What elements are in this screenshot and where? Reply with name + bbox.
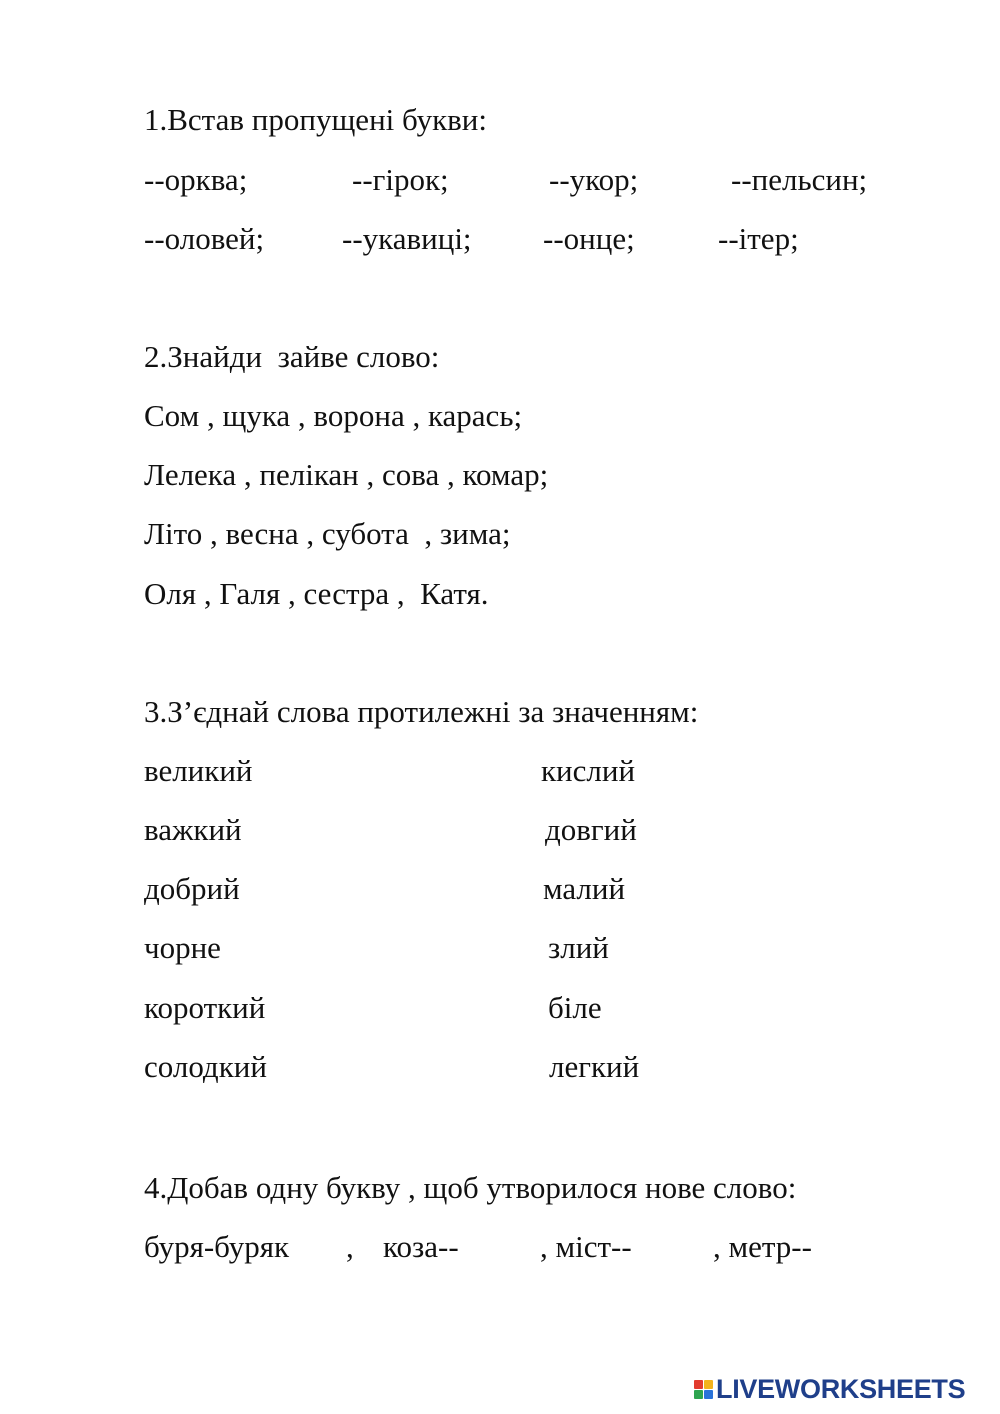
exercise-2-line: Оля , Галя , сестра , Катя. [144,576,489,611]
exercise-3-right-word: біле [548,990,602,1025]
logo-square [694,1380,703,1389]
exercise-4-title: 4.Добав одну букву , щоб утворилося нове слово: [144,1170,797,1205]
exercise-3-right-word: малий [543,871,626,906]
exercise-3-left-word: великий [144,753,253,788]
exercise-1-word: --онце; [543,221,635,256]
exercise-4-item: , [346,1229,354,1264]
exercise-1-word: --ітер; [718,221,799,256]
exercise-1-word: --пельсин; [731,162,868,197]
exercise-3-left-word: чорне [144,930,221,965]
exercise-3-left-word: солодкий [144,1049,267,1084]
exercise-1-word: --орква; [144,162,248,197]
exercise-2-title: 2.Знайди зайве слово: [144,339,440,374]
logo-icon [694,1380,713,1399]
exercise-3-right-word: злий [548,930,609,965]
exercise-4-item: буря-буряк [144,1229,290,1264]
logo-square [704,1380,713,1389]
exercise-2-line: Лелека , пелікан , сова , комар; [144,457,549,492]
exercise-1-title: 1.Встав пропущені букви: [144,102,488,137]
exercise-3-right-word: довгий [545,812,637,847]
logo-square [694,1390,703,1399]
exercise-3-left-word: короткий [144,990,266,1025]
exercise-4-item: , метр-- [713,1229,812,1264]
exercise-4-item: коза-- [383,1229,459,1264]
exercise-3-right-word: кислий [541,753,636,788]
exercise-3-left-word: важкий [144,812,242,847]
exercise-1-word: --оловей; [144,221,265,256]
exercise-3-title: 3.З’єднай слова протилежні за значенням: [144,694,699,729]
logo-square [704,1390,713,1399]
exercise-1-word: --укавиці; [342,221,472,256]
exercise-2-line: Літо , весна , субота , зима; [144,516,511,551]
exercise-3-right-word: легкий [549,1049,640,1084]
exercise-2-line: Сом , щука , ворона , карась; [144,398,523,433]
exercise-4-item: , міст-- [540,1229,632,1264]
exercise-1-word: --укор; [549,162,639,197]
logo-text: LIVEWORKSHEETS [716,1373,966,1404]
exercise-1-word: --гірок; [352,162,449,197]
liveworksheets-logo[interactable] [694,1374,965,1404]
exercise-3-left-word: добрий [144,871,240,906]
